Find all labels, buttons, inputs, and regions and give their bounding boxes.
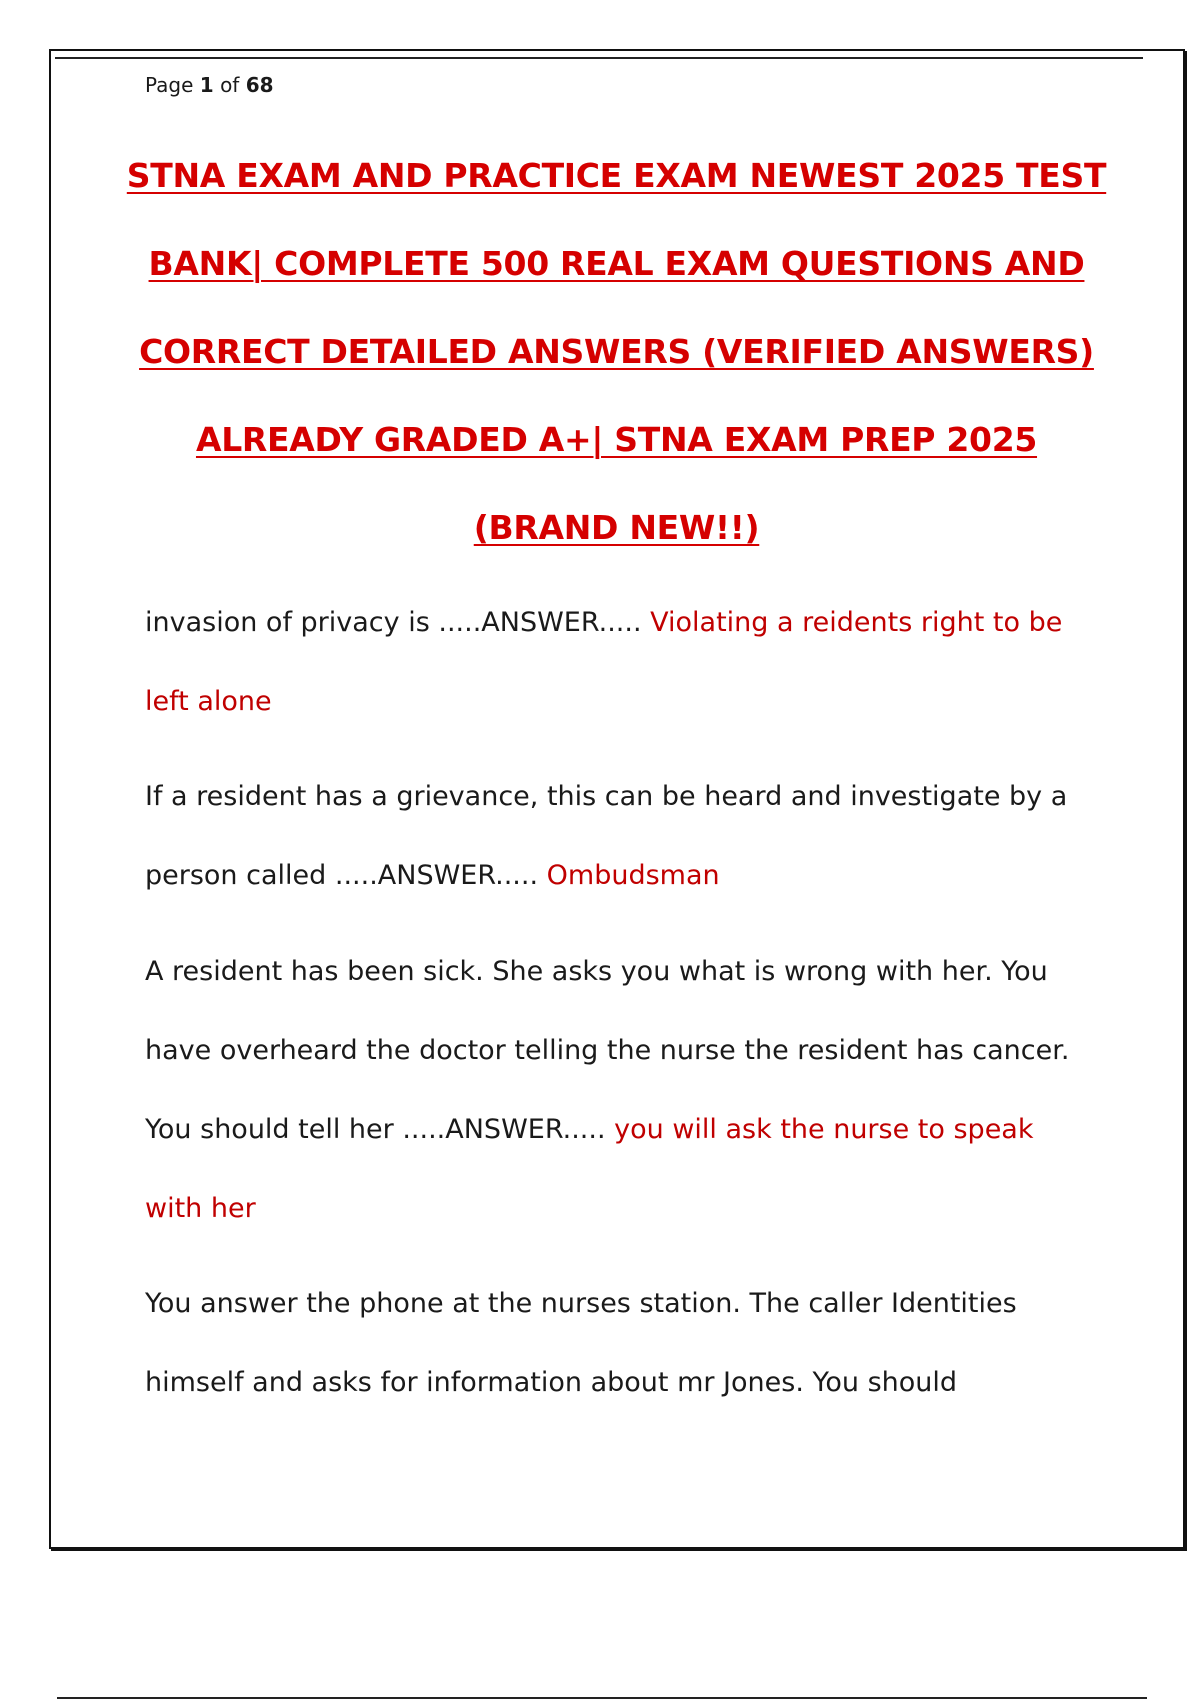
page-prefix: Page xyxy=(145,73,194,97)
title-line: CORRECT DETAILED ANSWERS (VERIFIED ANSWERS) xyxy=(139,332,1094,371)
title-line: STNA EXAM AND PRACTICE EXAM NEWEST 2025 TEST xyxy=(126,156,1107,195)
page-current: 1 xyxy=(199,73,214,97)
question-text: A resident has been sick. She asks you what is wrong with her. You have overheard the doctor telling the nurse the resident has cancer. You should tell her xyxy=(145,956,1070,1145)
page-indicator xyxy=(145,73,274,97)
qa-item xyxy=(145,932,1095,1248)
bottom-rule xyxy=(57,1697,1147,1699)
answer-text: you will ask the nurse to speak with her xyxy=(145,1114,1034,1224)
question-text: If a resident has a grievance, this can be heard and investigate by a person called xyxy=(145,781,1068,891)
answer-text: Ombudsman xyxy=(546,860,720,891)
qa-item xyxy=(145,1264,1095,1422)
document-title xyxy=(120,132,1113,572)
title-line: ALREADY GRADED A+| STNA EXAM PREP 2025 xyxy=(195,420,1038,459)
page-total: 68 xyxy=(245,73,274,97)
answer-marker: .....ANSWER..... xyxy=(334,860,547,891)
title-line: (BRAND NEW!!) xyxy=(473,508,760,547)
answer-marker: .....ANSWER..... xyxy=(402,1114,615,1145)
page-of: of xyxy=(220,73,240,97)
qa-item xyxy=(145,757,1095,915)
title-line: BANK| COMPLETE 500 REAL EXAM QUESTIONS AND xyxy=(148,244,1085,283)
question-text: invasion of privacy is xyxy=(145,607,439,638)
qa-item xyxy=(145,583,1095,741)
answer-marker: .....ANSWER..... xyxy=(438,607,651,638)
answer-text: Violating a reidents right to be left alone xyxy=(145,607,1063,717)
question-text: You answer the phone at the nurses station. The caller Identities himself and asks for information about mr Jones. You should xyxy=(145,1288,1017,1398)
